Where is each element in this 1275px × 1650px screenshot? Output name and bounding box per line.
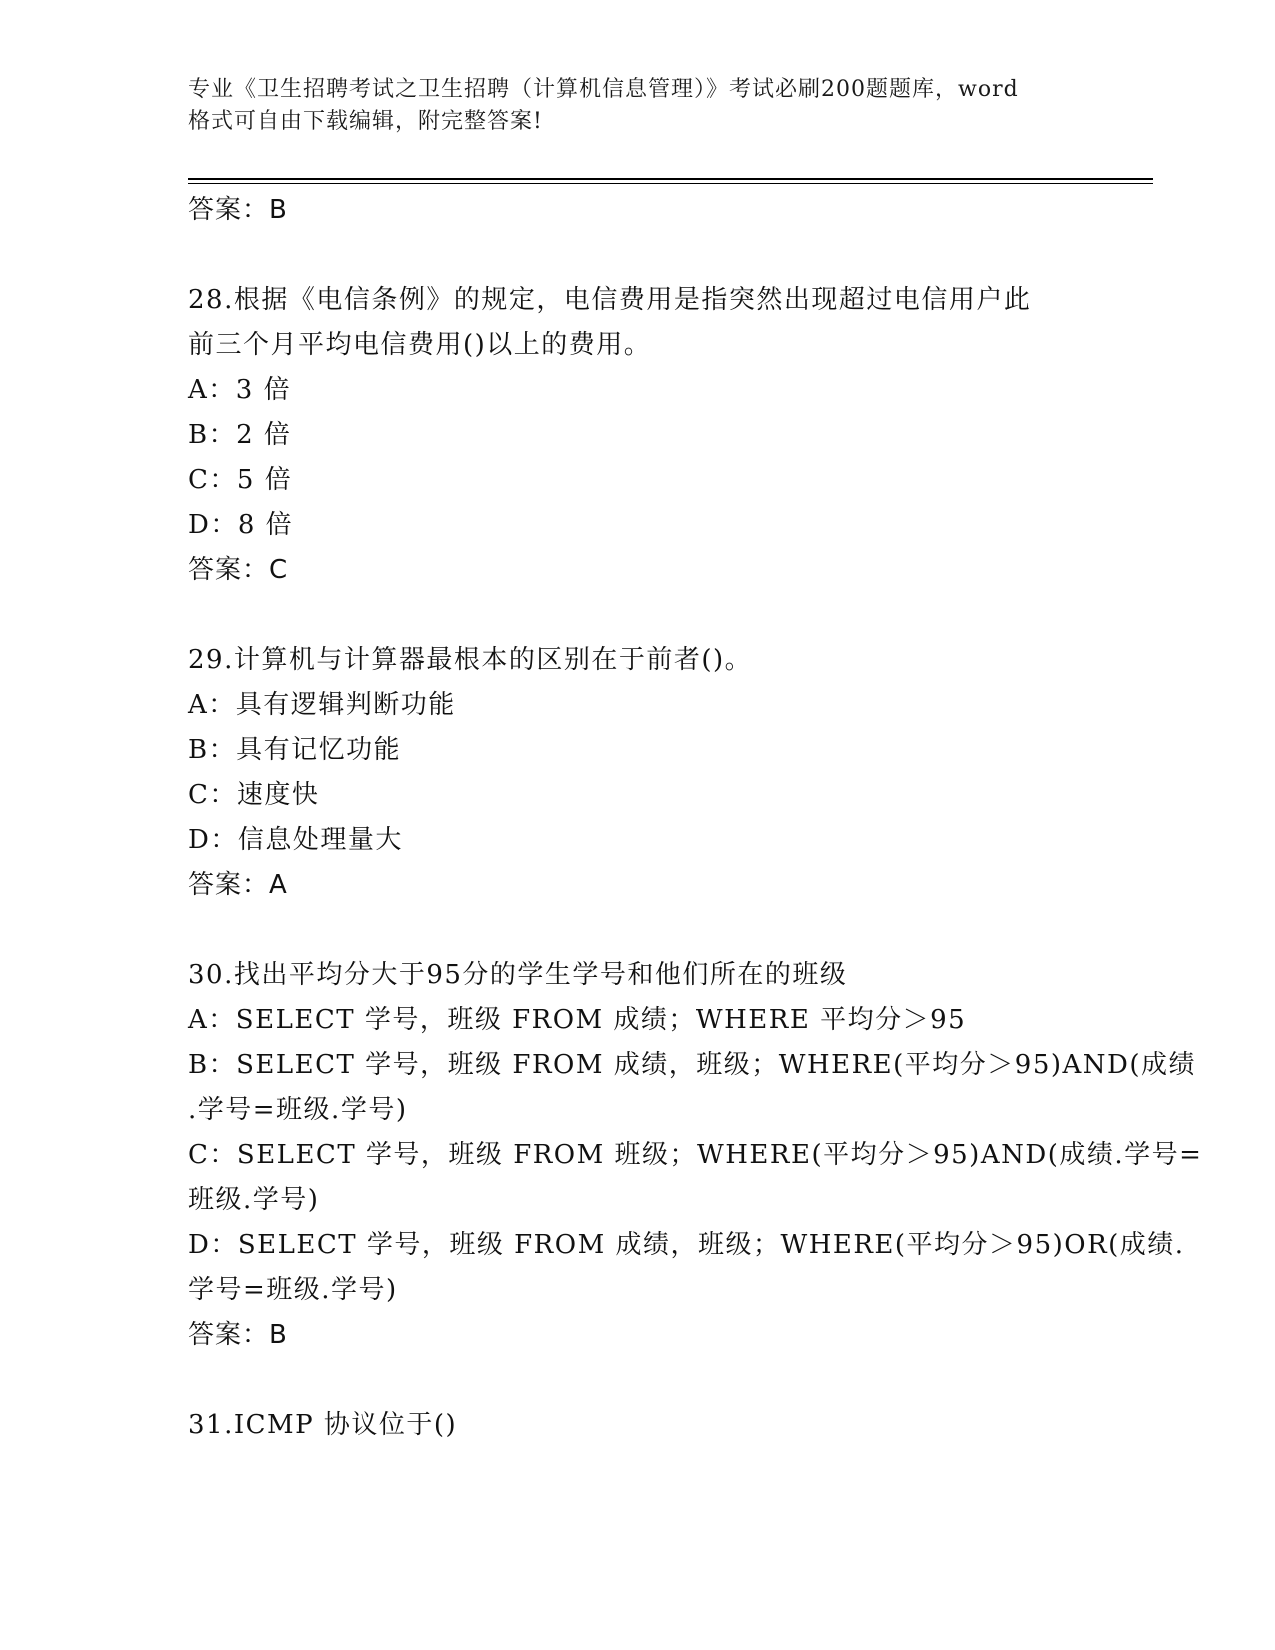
spacer: [188, 1358, 1088, 1403]
option-d-continued: 学号=班级.学号): [188, 1275, 398, 1305]
option-d: D：信息处理量大: [188, 825, 403, 855]
question-text: 29.计算机与计算器最根本的区别在于前者()。: [188, 645, 753, 675]
option-a: A：3 倍: [188, 375, 292, 405]
question-text: 前三个月平均电信费用()以上的费用。: [188, 330, 652, 360]
question-30: [188, 953, 1203, 1358]
question-31: [188, 1403, 1088, 1448]
question-list: [188, 188, 1203, 1448]
header-rule-thin: [188, 183, 1153, 184]
answer-27: 答案：B: [188, 195, 288, 225]
question-text: 31.ICMP 协议位于(): [188, 1410, 458, 1440]
question-text: 28.根据《电信条例》的规定，电信费用是指突然出现超过电信用户此: [188, 285, 1032, 315]
option-c-continued: 班级.学号): [188, 1185, 320, 1215]
answer: 答案：B: [188, 1320, 288, 1350]
option-a: A：具有逻辑判断功能: [188, 690, 456, 720]
option-d: D：8 倍: [188, 510, 294, 540]
option-c: C：SELECT 学号，班级 FROM 班级；WHERE(平均分＞95)AND(成绩.学号=: [188, 1140, 1203, 1170]
answer: 答案：A: [188, 870, 288, 900]
question-28: [188, 278, 1088, 593]
spacer: [188, 593, 1088, 638]
option-d: D：SELECT 学号，班级 FROM 成绩，班级；WHERE(平均分＞95)OR(成绩.: [188, 1230, 1185, 1260]
answer: 答案：C: [188, 555, 289, 585]
header-line-2: 格式可自由下载编辑，附完整答案!: [188, 109, 543, 134]
option-c: C：速度快: [188, 780, 320, 810]
option-c: C：5 倍: [188, 465, 293, 495]
option-b: B：具有记忆功能: [188, 735, 402, 765]
question-29: [188, 638, 1088, 908]
header-line-1: 专业《卫生招聘考试之卫生招聘（计算机信息管理）》考试必刷200题题库，word: [188, 77, 1019, 102]
spacer: [188, 908, 1088, 953]
option-b-continued: .学号=班级.学号): [188, 1095, 408, 1125]
question-text: 30.找出平均分大于95分的学生学号和他们所在的班级: [188, 960, 848, 990]
option-b: B：2 倍: [188, 420, 292, 450]
header-rule-thick: [188, 178, 1153, 180]
spacer: [188, 233, 1088, 278]
document-header: [188, 74, 1108, 138]
option-a: A：SELECT 学号，班级 FROM 成绩；WHERE 平均分＞95: [188, 1005, 967, 1035]
option-b: B：SELECT 学号，班级 FROM 成绩，班级；WHERE(平均分＞95)AND(成绩: [188, 1050, 1197, 1080]
